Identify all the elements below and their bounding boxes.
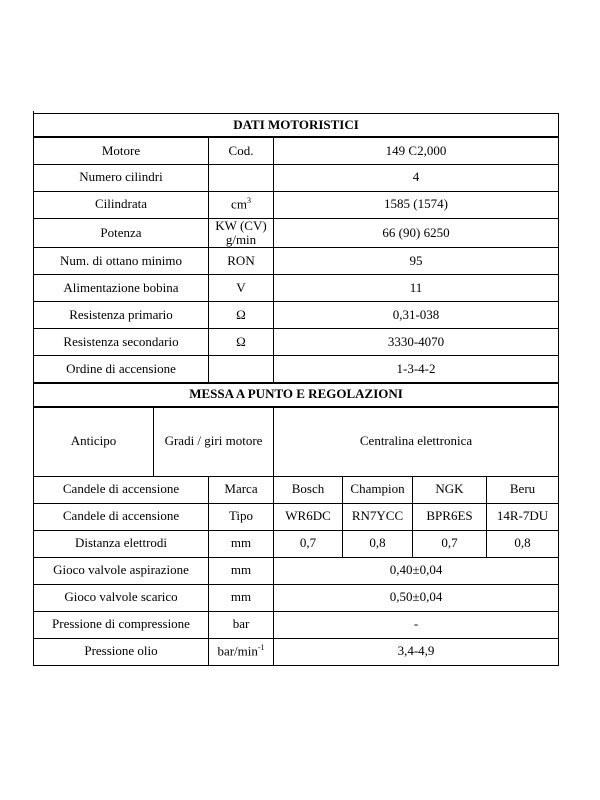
row-value: 0,50±0,04: [274, 584, 559, 611]
row-cilindri: [34, 164, 559, 191]
row-unit: bar: [209, 611, 274, 638]
row-label: Alimentazione bobina: [34, 275, 209, 302]
row-label: Candele di accensione: [34, 476, 209, 503]
gap-cell: 0,8: [343, 530, 413, 557]
unit-superscript: -1: [257, 643, 265, 653]
row-value: 0,31-038: [274, 302, 559, 329]
row-unit: mm: [209, 557, 274, 584]
section-title: MESSA A PUNTO E REGOLAZIONI: [34, 383, 559, 407]
row-candele-tipo: [34, 503, 559, 530]
row-value: -: [274, 611, 559, 638]
row-motore: [34, 137, 559, 164]
row-unit: mm: [209, 584, 274, 611]
row-value: Centralina elettronica: [274, 407, 559, 477]
row-resistenza-secondario: [34, 329, 559, 356]
brand-cell: Beru: [487, 476, 559, 503]
row-cilindrata: [34, 191, 559, 218]
row-valvole-aspirazione: [34, 557, 559, 584]
row-value: 149 C2,000: [274, 137, 559, 164]
section-header-dati-motoristici: [34, 114, 559, 138]
row-label: Pressione di compressione: [34, 611, 209, 638]
ohm-icon: Ω: [209, 302, 274, 329]
row-unit: Gradi / giri motore: [154, 407, 274, 477]
row-label: Motore: [34, 137, 209, 164]
row-unit: [209, 218, 274, 248]
unit-line-2: g/min: [225, 231, 257, 247]
row-label: Cilindrata: [34, 191, 209, 218]
gap-cell: 0,7: [274, 530, 343, 557]
brand-cell: NGK: [413, 476, 487, 503]
unit-line-1: KW (CV): [215, 217, 267, 233]
row-unit: [209, 164, 274, 191]
row-label: Anticipo: [34, 407, 154, 477]
unit-superscript: 3: [246, 196, 251, 206]
row-unit: [209, 356, 274, 383]
row-value: 1-3-4-2: [274, 356, 559, 383]
row-resistenza-primario: [34, 302, 559, 329]
gap-cell: 0,8: [487, 530, 559, 557]
row-unit: RON: [209, 248, 274, 275]
row-valvole-scarico: [34, 584, 559, 611]
row-distanza-elettrodi: [34, 530, 559, 557]
type-cell: BPR6ES: [413, 503, 487, 530]
row-label: Resistenza primario: [34, 302, 209, 329]
row-label: Ordine di accensione: [34, 356, 209, 383]
row-value: 3,4-4,9: [274, 638, 559, 665]
brand-cell: Bosch: [274, 476, 343, 503]
row-potenza: [34, 218, 559, 248]
row-label: Pressione olio: [34, 638, 209, 665]
engine-data-table: [33, 113, 559, 666]
row-unit: V: [209, 275, 274, 302]
row-label: Potenza: [34, 218, 209, 248]
row-value: 4: [274, 164, 559, 191]
ohm-icon: Ω: [209, 329, 274, 356]
type-cell: RN7YCC: [343, 503, 413, 530]
type-cell: WR6DC: [274, 503, 343, 530]
row-label: Numero cilindri: [34, 164, 209, 191]
row-ottano: [34, 248, 559, 275]
row-unit: Tipo: [209, 503, 274, 530]
row-unit: [209, 191, 274, 218]
row-unit: [209, 638, 274, 665]
row-label: Num. di ottano minimo: [34, 248, 209, 275]
row-value: 66 (90) 6250: [274, 218, 559, 248]
row-unit: mm: [209, 530, 274, 557]
row-value: 1585 (1574): [274, 191, 559, 218]
row-label: Gioco valvole aspirazione: [34, 557, 209, 584]
type-cell: 14R-7DU: [487, 503, 559, 530]
row-anticipo: [34, 407, 559, 477]
row-bobina: [34, 275, 559, 302]
unit-text: cm: [231, 196, 247, 212]
row-value: 3330-4070: [274, 329, 559, 356]
gap-cell: 0,7: [413, 530, 487, 557]
section-title: DATI MOTORISTICI: [34, 114, 559, 138]
row-unit: Cod.: [209, 137, 274, 164]
row-label: Candele di accensione: [34, 503, 209, 530]
brand-cell: Champion: [343, 476, 413, 503]
row-pressione-olio: [34, 638, 559, 665]
row-label: Resistenza secondario: [34, 329, 209, 356]
row-candele-marca: [34, 476, 559, 503]
row-value: 0,40±0,04: [274, 557, 559, 584]
row-label: Gioco valvole scarico: [34, 584, 209, 611]
row-ordine-accensione: [34, 356, 559, 383]
row-value: 11: [274, 275, 559, 302]
unit-text: bar/min: [217, 643, 258, 659]
row-pressione-compressione: [34, 611, 559, 638]
row-unit: Marca: [209, 476, 274, 503]
section-header-messa-a-punto: [34, 383, 559, 407]
row-label: Distanza elettrodi: [34, 530, 209, 557]
row-value: 95: [274, 248, 559, 275]
